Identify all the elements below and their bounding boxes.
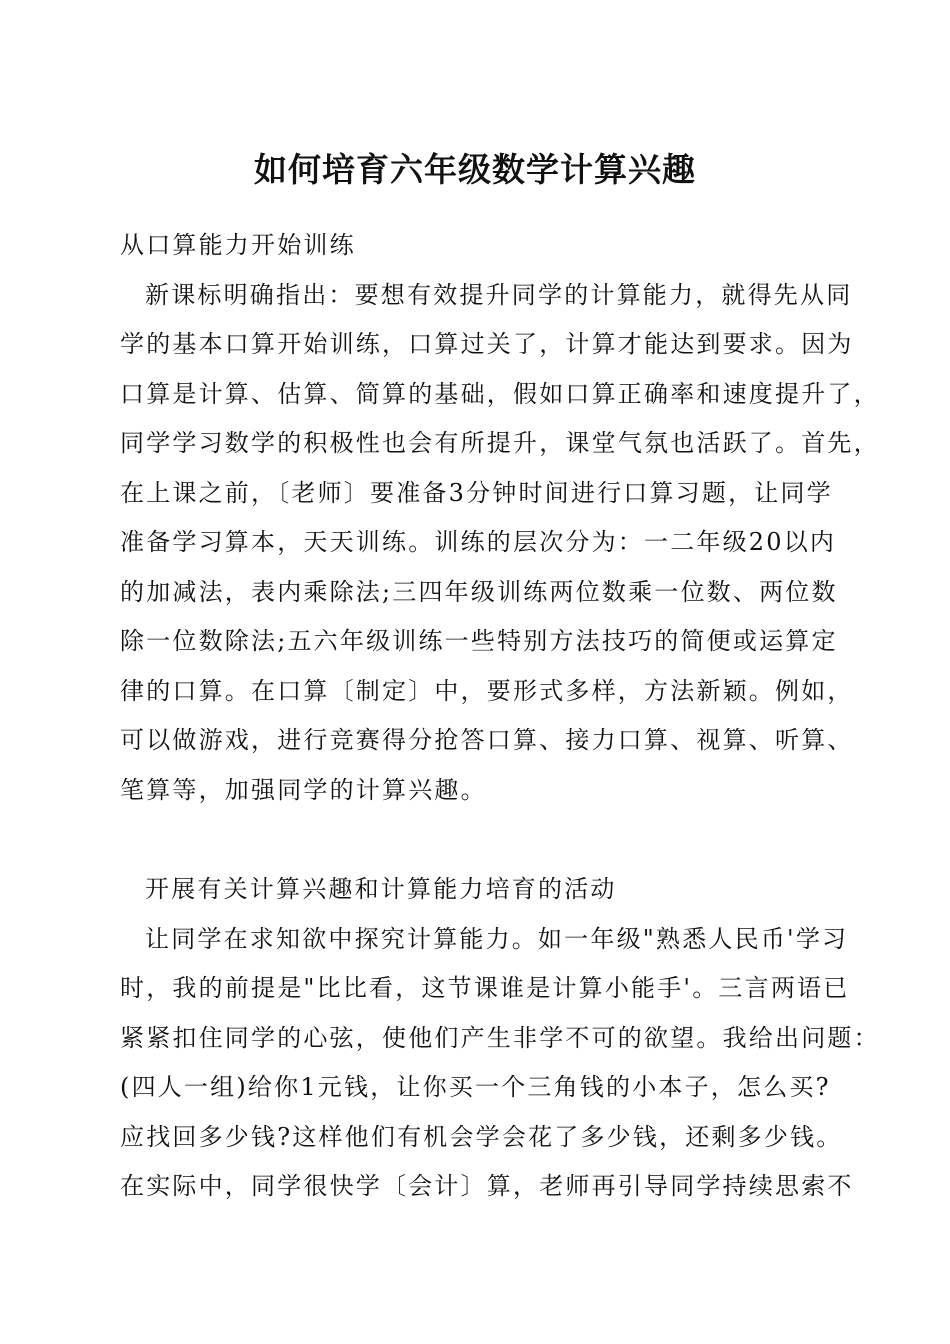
paragraph-line: 在上课之前，〔老师〕要准备3分钟时间进行口算习题，让同学 (120, 479, 833, 507)
paragraph-line: 除一位数除法;五六年级训练一些特别方法技巧的简便或运算定 (120, 627, 838, 655)
paragraph-line: 笔算等，加强同学的计算兴趣。 (120, 776, 487, 804)
paragraph-line: 学的基本口算开始训练，口算过关了，计算才能达到要求。因为 (120, 330, 854, 358)
paragraph-line: 新课标明确指出：要想有效提升同学的计算能力，就得先从同 (145, 281, 853, 309)
paragraph-line: 让同学在求知欲中探究计算能力。如一年级"熟悉人民币'学习 (145, 925, 849, 953)
paragraph-line: 口算是计算、估算、简算的基础，假如口算正确率和速度提升了， (120, 380, 880, 408)
paragraph-line: 律的口算。在口算〔制定〕中，要形式多样，方法新颖。例如， (120, 677, 854, 705)
paragraph-line: 在实际中，同学很快学〔会计〕算，老师再引导同学持续思索不 (120, 1172, 854, 1200)
paragraph-line: 准备学习算本，天天训练。训练的层次分为：一二年级20以内 (120, 528, 837, 556)
paragraph-line: 应找回多少钱?这样他们有机会学会花了多少钱，还剩多少钱。 (120, 1123, 843, 1151)
paragraph-line: 时，我的前提是"比比看，这节课谁是计算小能手'。三言两语已 (120, 974, 850, 1002)
paragraph-line: (四人一组)给你1元钱，让你买一个三角钱的小本子，怎么买? (120, 1073, 831, 1101)
section-heading: 从口算能力开始训练 (120, 231, 356, 259)
paragraph-line: 紧紧扣住同学的心弦，使他们产生非学不可的欲望。我给出问题： (120, 1024, 880, 1052)
section-heading: 开展有关计算兴趣和计算能力培育的活动 (145, 875, 617, 903)
paragraph-line: 的加减法，表内乘除法;三四年级训练两位数乘一位数、两位数 (120, 578, 838, 606)
paragraph-line: 可以做游戏，进行竞赛得分抢答口算、接力口算、视算、听算、 (120, 726, 854, 754)
paragraph-line: 同学学习数学的积极性也会有所提升，课堂气氛也活跃了。首先， (120, 429, 880, 457)
document-title: 如何培育六年级数学计算兴趣 (254, 150, 696, 189)
